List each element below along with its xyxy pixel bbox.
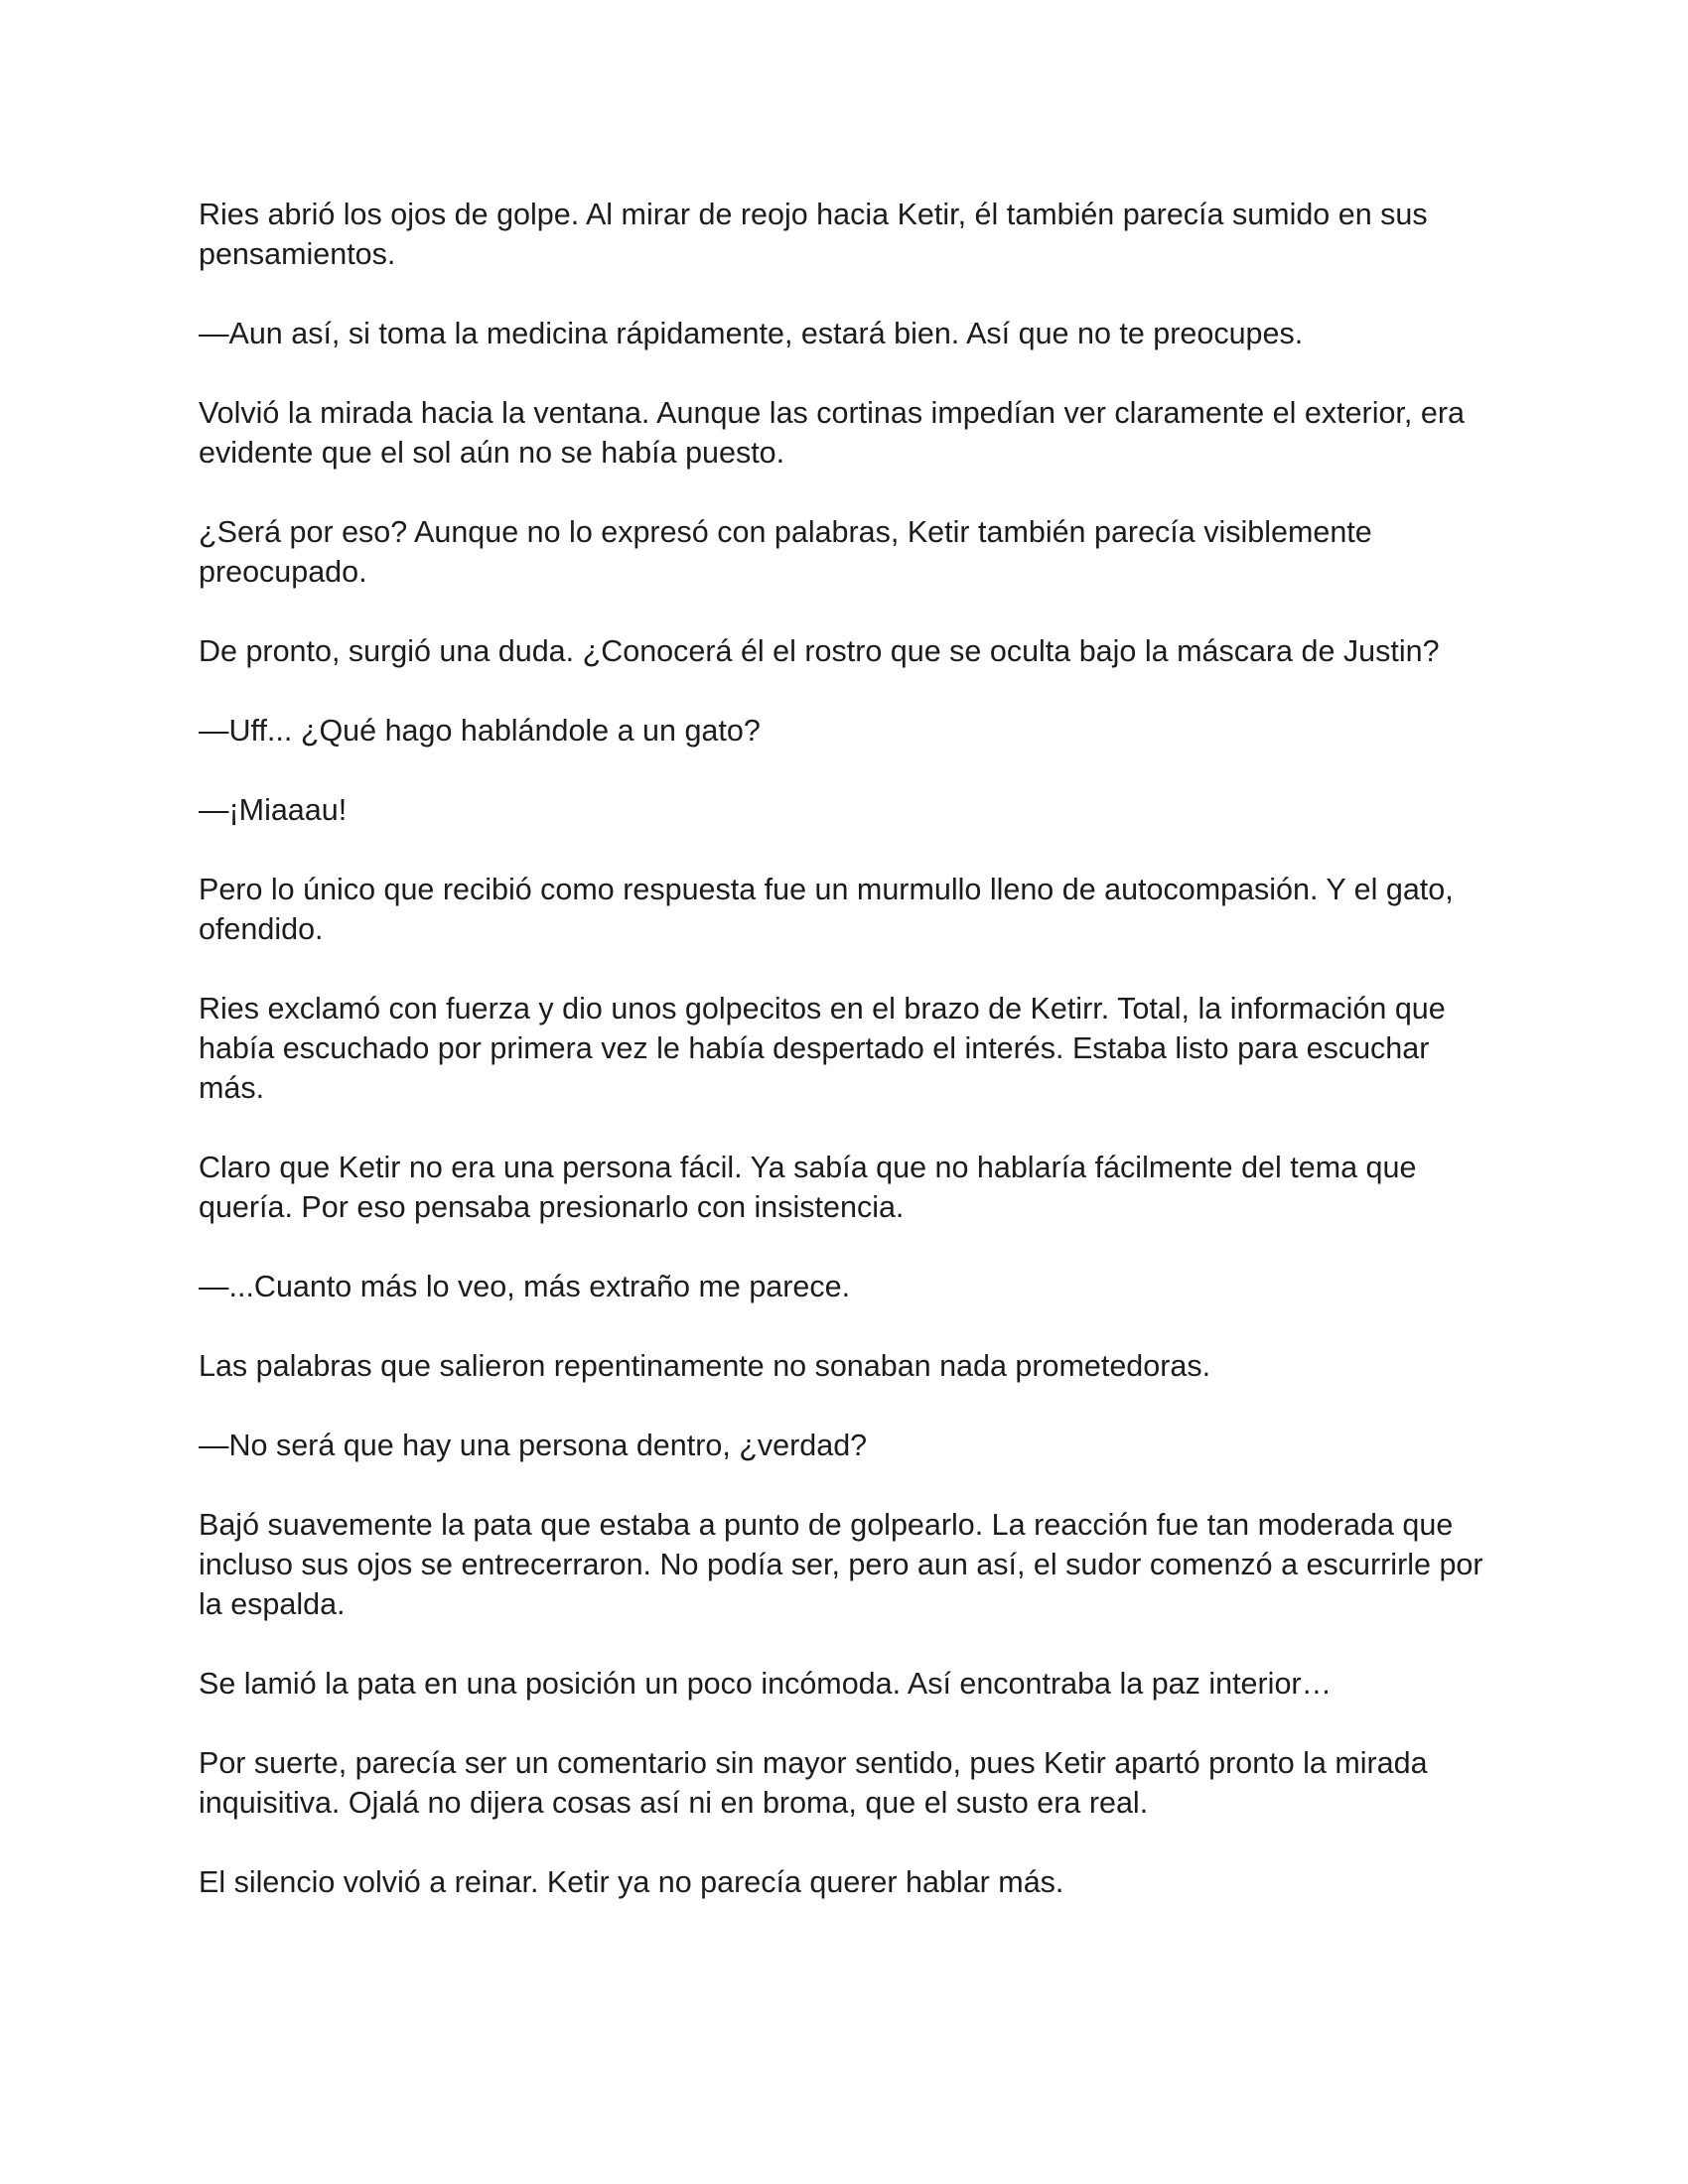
paragraph: —...Cuanto más lo veo, más extraño me parece. (199, 1270, 851, 1303)
paragraph: Pero lo único que recibió como respuesta fue un murmullo lleno de autocompasión. Y el gato, ofendido. (199, 873, 1454, 946)
paragraph: Bajó suavemente la pata que estaba a punto de golpearlo. La reacción fue tan moderada que incluso sus ojos se entrecerraron. No podía ser, pero aun así, el sudor comenzó a escurrirle por la espalda. (199, 1508, 1483, 1621)
paragraph: Se lamió la pata en una posición un poco incómoda. Así encontraba la paz interior… (199, 1667, 1333, 1701)
document-body (199, 195, 1489, 1942)
paragraph: Por suerte, parecía ser un comentario sin mayor sentido, pues Ketir apartó pronto la mirada inquisitiva. Ojalá no dijera cosas así ni en broma, que el susto era real. (199, 1746, 1428, 1820)
paragraph: Ries exclamó con fuerza y dio unos golpecitos en el brazo de Ketirr. Total, la información que había escuchado por primera vez le había despertado el interés. Estaba listo para escuchar más. (199, 992, 1446, 1105)
paragraph: —No será que hay una persona dentro, ¿verdad? (199, 1429, 868, 1462)
paragraph: —Uff... ¿Qué hago hablándole a un gato? (199, 714, 761, 748)
paragraph: Las palabras que salieron repentinamente no sonaban nada prometedoras. (199, 1349, 1211, 1383)
paragraph: —¡Miaaau! (199, 793, 348, 827)
paragraph: Ries abrió los ojos de golpe. Al mirar de reojo hacia Ketir, él también parecía sumido en sus pensamientos. (199, 198, 1428, 271)
paragraph: ¿Será por eso? Aunque no lo expresó con palabras, Ketir también parecía visiblemente preocupado. (199, 515, 1372, 589)
paragraph: —Aun así, si toma la medicina rápidamente, estará bien. Así que no te preocupes. (199, 317, 1304, 350)
paragraph: Claro que Ketir no era una persona fácil. Ya sabía que no hablaría fácilmente del tema que quería. Por eso pensaba presionarlo con insistencia. (199, 1151, 1417, 1224)
paragraph: De pronto, surgió una duda. ¿Conocerá él el rostro que se oculta bajo la máscara de Justin? (199, 634, 1440, 668)
paragraph: Volvió la mirada hacia la ventana. Aunque las cortinas impedían ver claramente el exterior, era evidente que el sol aún no se había puesto. (199, 396, 1465, 470)
paragraph: El silencio volvió a reinar. Ketir ya no parecía querer hablar más. (199, 1865, 1064, 1899)
